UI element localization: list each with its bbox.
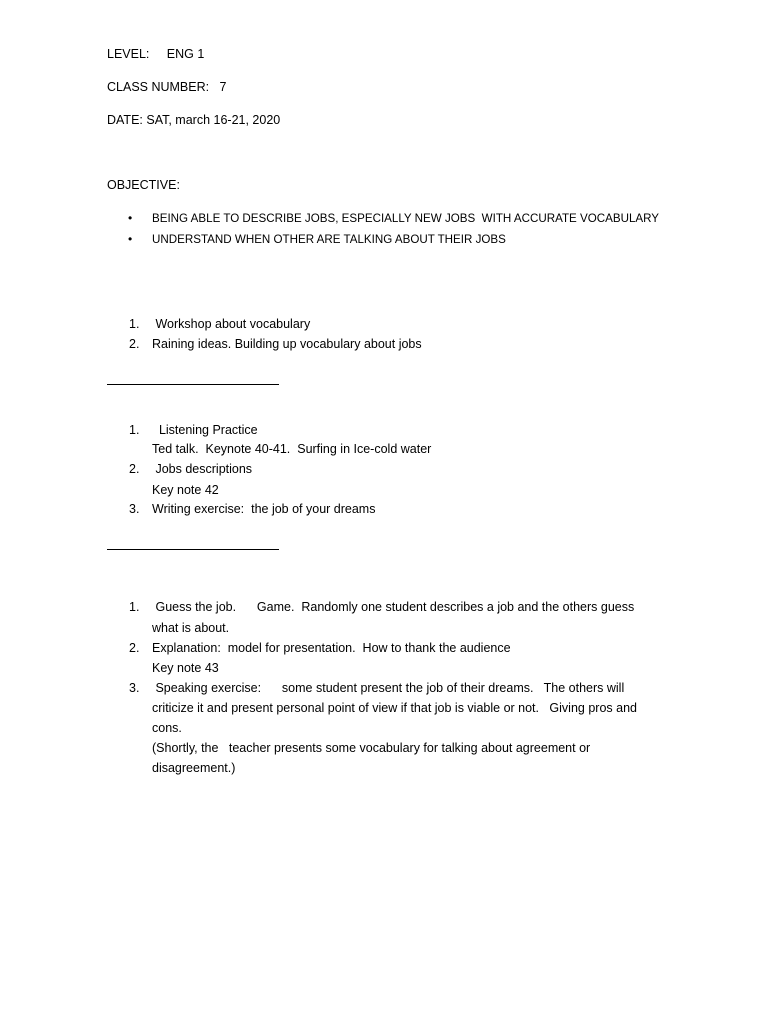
list-item-continuation: Ted talk. Keynote 40-41. Surfing in Ice-cold water — [152, 442, 432, 456]
date-line: DATE: SAT, march 16-21, 2020 — [107, 113, 281, 127]
list-number: 1. — [129, 317, 140, 331]
list-number: 1. — [129, 423, 140, 437]
bullet-icon: • — [128, 232, 133, 246]
separator-line — [107, 384, 279, 385]
list-item: Jobs descriptions — [152, 462, 253, 476]
list-item-continuation: Key note 42 — [152, 483, 219, 497]
list-item-continuation: disagreement.) — [152, 761, 236, 775]
list-item-continuation: what is about. — [152, 621, 230, 635]
list-item-continuation: cons. — [152, 721, 182, 735]
list-number: 3. — [129, 681, 140, 695]
list-item: Explanation: model for presentation. How to thank the audience — [152, 641, 511, 655]
list-item-continuation: criticize it and present personal point of view if that job is viable or not. Giving pros and — [152, 701, 637, 715]
list-number: 2. — [129, 462, 140, 476]
list-item: Guess the job. Game. Randomly one student describes a job and the others guess — [152, 600, 635, 614]
separator-line — [107, 549, 279, 550]
list-item-continuation: (Shortly, the teacher presents some vocabulary for talking about agreement or — [152, 741, 591, 755]
list-number: 2. — [129, 337, 140, 351]
list-item: Raining ideas. Building up vocabulary about jobs — [152, 337, 422, 351]
objective-bullet: UNDERSTAND WHEN OTHER ARE TALKING ABOUT THEIR JOBS — [152, 233, 506, 246]
list-item-continuation: Key note 43 — [152, 661, 219, 675]
class-number-line: CLASS NUMBER: 7 — [107, 80, 227, 94]
list-item: Writing exercise: the job of your dreams — [152, 502, 376, 516]
list-item: Listening Practice — [152, 423, 258, 437]
level-line: LEVEL: ENG 1 — [107, 47, 205, 61]
list-item: Workshop about vocabulary — [152, 317, 311, 331]
list-number: 3. — [129, 502, 140, 516]
objective-label: OBJECTIVE: — [107, 178, 180, 192]
bullet-icon: • — [128, 211, 133, 225]
list-number: 1. — [129, 600, 140, 614]
objective-bullet: BEING ABLE TO DESCRIBE JOBS, ESPECIALLY NEW JOBS WITH ACCURATE VOCABULARY — [152, 212, 660, 225]
list-number: 2. — [129, 641, 140, 655]
list-item: Speaking exercise: some student present the job of their dreams. The others will — [152, 681, 625, 695]
